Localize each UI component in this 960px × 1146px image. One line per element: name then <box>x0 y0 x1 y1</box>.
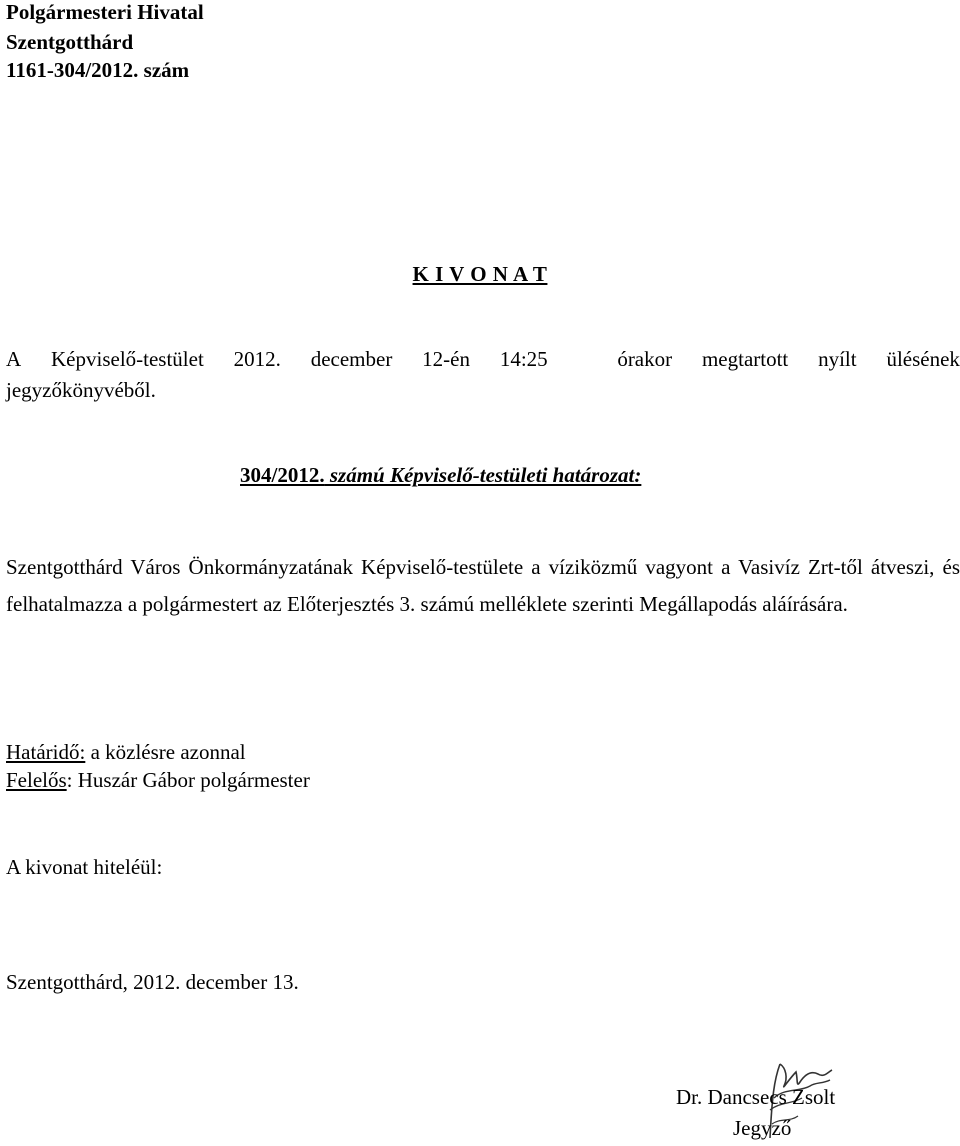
resolution-body: Szentgotthárd Város Önkormányzatának Képviselő-testülete a víziközmű vagyont a Vasivíz Zrt-től átveszi, és felhatalmazza a polgármestert az Előterjesztés 3. számú melléklete szerinti Megállapodás aláírására. <box>6 555 960 616</box>
attestation-label: A kivonat hiteléül: <box>6 855 163 879</box>
intro-word: 14:25 <box>499 347 548 371</box>
intro-word: 12-én <box>422 347 470 371</box>
intro-word: december <box>310 347 393 371</box>
responsible-value: : Huszár Gábor polgármester <box>66 768 310 792</box>
place-date: Szentgotthárd, 2012. december 13. <box>6 970 299 994</box>
intro-word: Képviselő-testület <box>51 347 204 371</box>
office-name: Polgármesteri Hivatal <box>6 0 204 24</box>
resolution-number: 304/2012. <box>240 463 325 487</box>
deadline-value: a közlésre azonnal <box>85 740 246 764</box>
deadline-label: Határidő: <box>6 740 86 764</box>
resolution-title: számú Képviselő-testületi határozat: <box>324 463 642 487</box>
intro-word: megtartott <box>701 347 789 371</box>
resolution-heading <box>240 463 641 488</box>
intro-word: ülésének <box>886 347 960 371</box>
deadline-line <box>6 738 246 766</box>
signatory-name: Dr. Dancsecs Zsolt <box>676 1085 836 1109</box>
intro-line2: jegyzőkönyvéből. <box>6 378 156 402</box>
intro-word: 2012. <box>233 347 281 371</box>
document-title: K I V O N A T <box>412 262 548 286</box>
intro-word: A <box>6 347 22 371</box>
intro-word: órakor <box>617 347 673 371</box>
office-city: Szentgotthárd <box>6 30 134 54</box>
responsible-label: Felelős <box>6 768 67 792</box>
signatory-title: Jegyző <box>733 1116 792 1140</box>
intro-word: nyílt <box>818 347 857 371</box>
intro-paragraph <box>6 344 960 406</box>
reference-number: 1161-304/2012. szám <box>6 58 190 82</box>
responsible-line <box>6 766 310 794</box>
